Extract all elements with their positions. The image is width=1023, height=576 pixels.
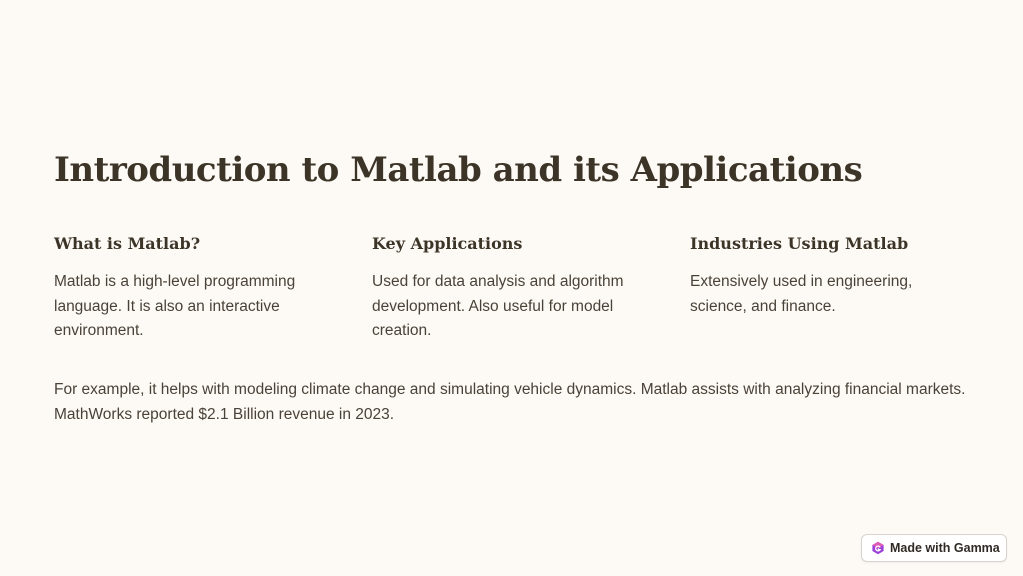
badge-label: Made with Gamma [890, 541, 1000, 555]
column-heading: Industries Using Matlab [690, 234, 909, 253]
page-title: Introduction to Matlab and its Applications [54, 150, 863, 190]
column-body: Extensively used in engineering, science, and finance. [690, 273, 913, 315]
column-body: Used for data analysis and algorithm development. Also useful for model creation. [372, 273, 624, 339]
column-industries [690, 234, 970, 319]
column-what-is-matlab [54, 234, 334, 344]
column-body: Matlab is a high-level programming language. It is also an interactive environment. [54, 273, 296, 339]
made-with-gamma-badge[interactable] [861, 534, 1007, 562]
gamma-logo-icon [871, 541, 885, 555]
column-heading: What is Matlab? [54, 234, 201, 253]
column-heading: Key Applications [372, 234, 523, 253]
column-key-applications [372, 234, 652, 344]
example-paragraph: For example, it helps with modeling climate change and simulating vehicle dynamics. Matlab assists with analyzing financial markets. MathWorks reported $2.1 Billion revenue in 2023. [54, 381, 966, 423]
